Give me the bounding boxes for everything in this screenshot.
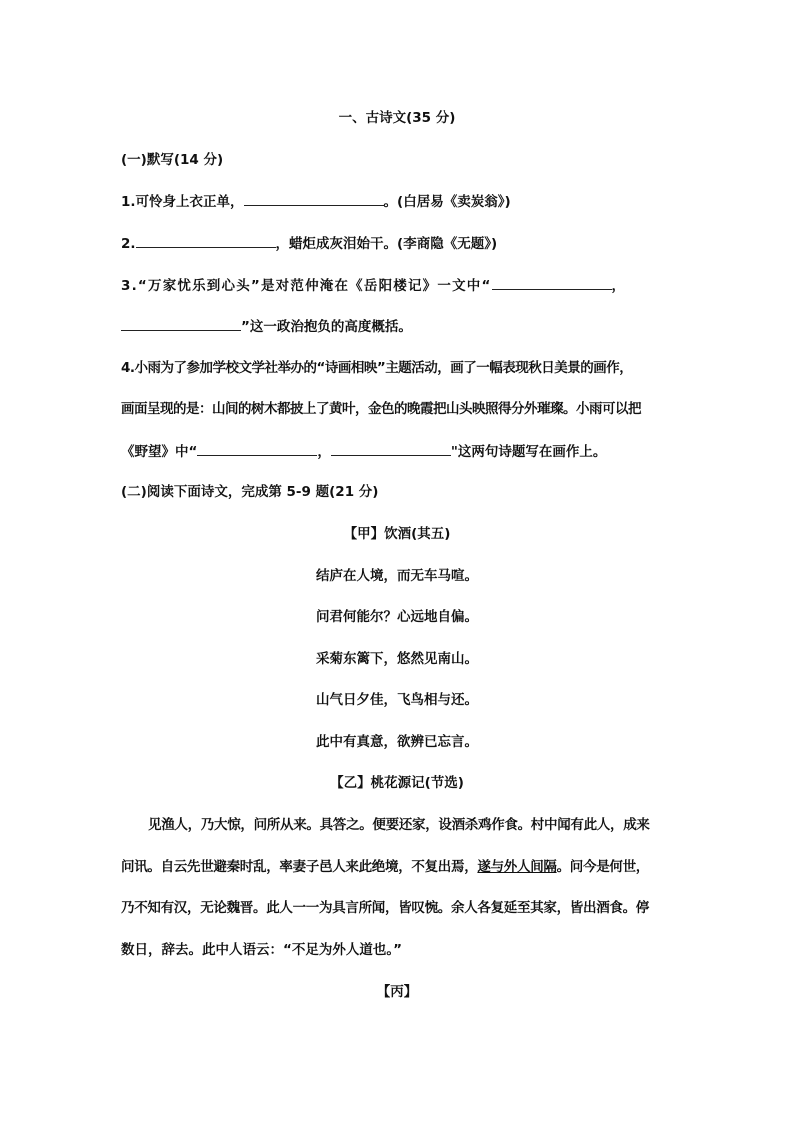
q3-line1-prefix: 3.“万家忧乐到心头”是对范仲淹在《岳阳楼记》一文中“ — [121, 278, 492, 294]
passage-b-line4: 数日，辞去。此中人语云：“不足为外人道也。” — [121, 942, 402, 958]
passage-b-line2-before: 问讯。自云先世避秦时乱，率妻子邑人来此绝境，不复出焉， — [121, 859, 478, 875]
poem-a-line: 问君何能尔？心远地自偏。 — [316, 609, 478, 625]
q1-prefix: 1.可怜身上衣正单， — [121, 194, 244, 210]
q1-answer-blank[interactable] — [244, 191, 384, 206]
part1-title: (一)默写(14 分) — [121, 152, 224, 168]
q2-answer-blank[interactable] — [136, 233, 276, 248]
q3-answer-blank-2[interactable] — [121, 316, 241, 331]
poem-a-line: 采菊东篱下，悠然见南山。 — [316, 651, 478, 667]
question-3-line1 — [121, 275, 681, 296]
q3-line2-suffix: ”这一政治抱负的高度概括。 — [241, 319, 412, 335]
passage-b-title: 【乙】桃花源记(节选) — [330, 775, 464, 791]
section-title: 一、古诗文(35 分) — [338, 110, 456, 126]
q4-answer-blank-1[interactable] — [197, 441, 317, 456]
q2-suffix: ，蜡炬成灰泪始干。(李商隐《无题》) — [275, 236, 498, 252]
q3-answer-blank-1[interactable] — [492, 275, 612, 290]
question-3-line2 — [121, 316, 681, 337]
q4-answer-blank-2[interactable] — [331, 441, 451, 456]
question-1 — [121, 191, 681, 212]
poem-a-line: 结庐在人境，而无车马喧。 — [316, 568, 478, 584]
passage-b-line3: 乃不知有汉，无论魏晋。此人一一为具言所闻，皆叹惋。余人各复延至其家，皆出酒食。停 — [121, 900, 649, 916]
poem-a-line: 此中有真意，欲辨已忘言。 — [316, 734, 478, 750]
question-2 — [121, 233, 681, 254]
part2-title: (二)阅读下面诗文，完成第 5-9 题(21 分) — [121, 484, 379, 500]
question-4-line2: 画面呈现的是：山间的树木都披上了黄叶，金色的晚霞把山头映照得分外璀璨。小雨可以把 — [121, 401, 641, 417]
poem-a-title: 【甲】饮酒(其五) — [343, 526, 451, 542]
part-c-title: 【丙】 — [376, 984, 418, 1000]
passage-b-line2-after: 。问今是何世， — [556, 859, 650, 875]
passage-b-line1: 见渔人，乃大惊，问所从来。具答之。便要还家，设酒杀鸡作食。村中闻有此人，成来 — [148, 817, 650, 833]
q2-prefix: 2. — [121, 236, 136, 252]
q3-line1-suffix: ， — [611, 278, 627, 294]
question-4-line1: 4.小雨为了参加学校文学社举办的“诗画相映”主题活动，画了一幅表现秋日美景的画作， — [121, 360, 633, 376]
question-4-line3 — [121, 441, 681, 462]
q4-line3-prefix: 《野望》中“ — [121, 444, 198, 460]
passage-b-underlined-phrase: 遂与外人间隔 — [477, 859, 557, 875]
q4-line3-suffix: "这两句诗题写在画作上。 — [450, 444, 607, 460]
q1-suffix: 。(白居易《卖炭翁》) — [383, 194, 511, 210]
poem-a-line: 山气日夕佳，飞鸟相与还。 — [316, 692, 478, 708]
q4-line3-mid: ， — [317, 444, 331, 460]
passage-b-line2 — [121, 857, 681, 877]
